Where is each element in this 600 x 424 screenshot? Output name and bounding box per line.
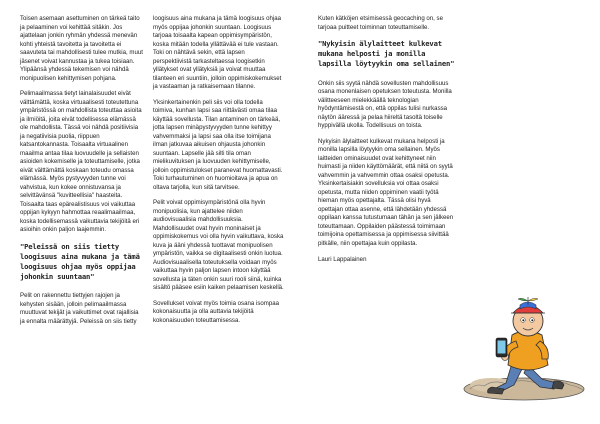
paragraph: Pelit on rakennettu tiettyjen rajojen ja kehysten sisään, jolloin pelimaailmassa muuttuvat tekijät ja vaikuttimet ovat rajallisia ja ennalta määrättyjä. Peleissä on siis tietty <box>20 292 139 325</box>
paragraph: Pelit voivat oppimisympäristönä olla hyvin monipuolisia, kun ajattelee niiden audiovisuaalisia mahdollisuuksia. Mahdollisuudet ovat hyvin moninaiset ja oppimiskokemus voi olla hyvin vaikuttava, koska kuva ja ääni yhdessä tuottavat monipuolisen ympäristön, vaikka se digitaalisesti onkin luotua. Audiovisuaalisella toteutuksella voidaan myös vaikuttaa hyvin paljon lapsen intoon käyttää sovellusta ja täten onkin suuri rooli siinä, kuinka sisältö pääsee esiin kaiken pelaamisen keskellä. <box>153 199 284 291</box>
paragraph: Kuten kätköjen etsimisessä geocaching on, se tarjoaa puitteet toiminnan toteuttamiselle. <box>318 15 443 31</box>
paragraph: Toisen asemaan asettuminen on tärkeä taito ja pelaaminen voi kehittää sitäkin. Jos ajattelaan jonkin ryhmän yhdessä menevän kohti yhteistä tavoitetta ja tavoitetta ei saavuteta tai mahdollisesti tulee mutkia, muut jäsenet voivat kannustaa ja tukea toisiaan. Ylipäänsä yhdessä tekemisen voi nähdä monipuolisen kehittymisen pohjana. <box>20 15 143 82</box>
paragraph: loogisuus aina mukana ja tämä loogisuus ohjaa myös oppijaa johonkin suuntaan. Loogisuus tarjoaa toisaalta kapean oppimisympäristön, koska mitään todella yllättävää ei tule vastaan. Toki on nähtävä sekin, että lapsen perspektiivistä tarkasteltaessa loogisetkin yllätykset ovat yllätyksiä ja voivat muuttaa tilanteen eri suuntiin, jolloin oppimiskokemukset ja vastaaman ja ratkaisemaan tilanne. <box>153 15 282 90</box>
text-column-2 <box>153 15 285 332</box>
paragraph: Nykyisin älylaitteet kulkevat mukana helposti ja monilla lapsilla löytyykin oma sellainen. Myös laitteiden ominaisuudet ovat kehittyneet niin huimasti ja niiden käyttömäärät, että niitä on syytä vahvemmin ja vahvemmin ottaa osaksi opetusta. Yksinkertaisiakin sovelluksia voi ottaa osaksi opetusta, mutta niiden oppiminen vaatii työtä hieman myös opettajalta. Tässä olisi hyvä opettajan ottaa asenne, että lähdetään yhdessä oppilaan kanssa tutustumaan tähän ja sen jälkeen toteuttamaan. Oppilaiden päästessä toimimaan toimijoina opettamisessa ja oppimisessa siivittää pitkälle, niin opettajaa kuin oppilasta. <box>318 137 454 247</box>
paragraph: Onkin siis syytä nähdä sovellusten mahdollisuus osana monenlaisen opetuksen toteutusta. Monilla välitteeseen mielekkäällä teknologian hyödyntämisestä on, että oppilas tulisi nurkassa näytön ääressä ja pelaa hiireltä tasoltä toiselle hyppivällä ukolla. Todellisuus on toista. <box>318 79 452 130</box>
pull-quote: "Nykyisin älylaitteet kulkevat mukana helposti ja monilla lapsilla löytyykin oma sellainen" <box>318 39 455 69</box>
pull-quote: "Peleissä on siis tietty loogisuus aina mukana ja tämä loogisuus ohjaa myös oppijaa johonkin suuntaan" <box>20 241 140 282</box>
paragraph: Yksinkertainenkin peli siis voi olla todella toimiva, kunhan lapsi saa riittävästi omaa tilaa käyttää sovellusta. Tilan antaminen on tärkeää, jotta lapsen minäpystyvyyden tunne kehittyy vahvemmaksi ja lapsi saa olla itse toimijana ilman jatkuvaa aikuisen ohjausta johonkin suuntaan. Lapselle jää silti tila oman mielikuvituksen ja luovuuden kehittymiselle, jolloin oppimistulokset paranevat huomattavasti. Toki turhautuminen on huomioitava ja apua on oltava tarjolla, kun sitä tarvitsee. <box>153 98 283 191</box>
author-signature: Lauri Lappalainen <box>318 256 367 264</box>
boy-with-phone-illustration <box>462 285 590 403</box>
paragraph: Pelimaailmassa tietyt lainalaisuudet eivät välttämättä, koska virtuaalisesti toteutettuna ympäristössä on mahdollista toteuttaa asioita ja ilmiöitä, joita eivät todellisessa elämässä ole mahdollista. Tässä voi nähdä positiivisia ja negatiivisia puolia, riippuen katsantokannasta. Toisaalta virtuaalinen maailma antaa tilaa luovuudelle ja sellaisten asioiden kokemiselle ja toteuttamiselle, jotka eivät välttämättä koskaan toteudu omassa elämässä. Myös pystyvyyden tunne voi vahvistua, kun kokee onnistuvansa ja selvittävänsä "kuvitteellisia" haasteita. Toisaalta taas epärealistisuus voi vaikuttaa oppijan kykyyn hahmottaa reaalimaailmaa, koska todellisemassä vaikuttavia tekijöitä eri asioihin onkin paljon laajemmin. <box>20 90 142 233</box>
text-column-1 <box>20 15 144 333</box>
paragraph: Sovellukset voivat myös toimia osana isompaa kokonaisuutta ja olla auttavia tekijöitä kokonaisuuden toteuttamisessa. <box>153 299 279 324</box>
text-column-3 <box>318 15 456 272</box>
